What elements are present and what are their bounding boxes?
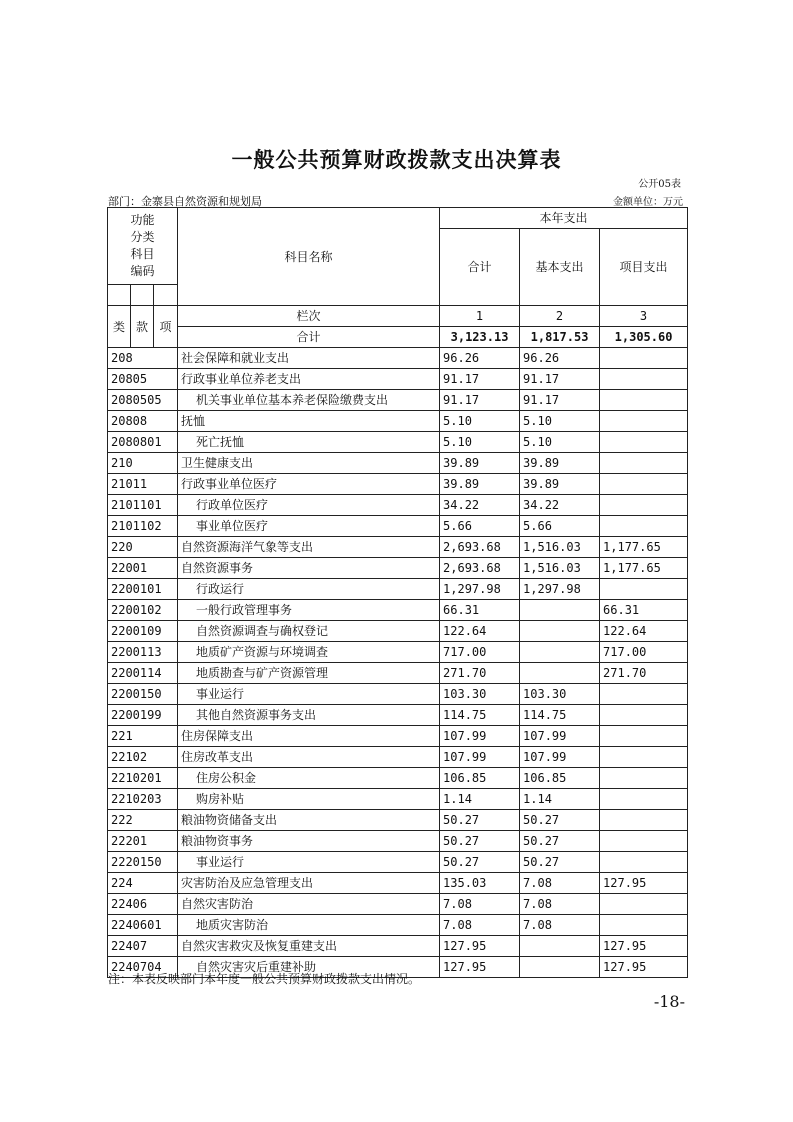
row-project bbox=[600, 495, 688, 516]
row-project bbox=[600, 726, 688, 747]
row-subject-name: 行政事业单位养老支出 bbox=[178, 369, 440, 390]
row-basic: 96.26 bbox=[520, 348, 600, 369]
row-total: 717.00 bbox=[440, 642, 520, 663]
row-code: 20805 bbox=[108, 369, 178, 390]
row-code: 224 bbox=[108, 873, 178, 894]
row-total: 271.70 bbox=[440, 663, 520, 684]
row-project: 127.95 bbox=[600, 957, 688, 978]
total-row-project: 1,305.60 bbox=[600, 327, 688, 348]
table-row bbox=[108, 558, 688, 579]
department-label: 部门：金寨县自然资源和规划局 bbox=[108, 195, 262, 208]
row-basic: 5.66 bbox=[520, 516, 600, 537]
table-row bbox=[108, 369, 688, 390]
row-total: 7.08 bbox=[440, 894, 520, 915]
row-project bbox=[600, 915, 688, 936]
row-project bbox=[600, 453, 688, 474]
row-basic: 34.22 bbox=[520, 495, 600, 516]
table-row bbox=[108, 432, 688, 453]
table-row bbox=[108, 390, 688, 411]
row-subject-name: 灾害防治及应急管理支出 bbox=[178, 873, 440, 894]
row-code: 2240704 bbox=[108, 957, 178, 978]
row-total: 107.99 bbox=[440, 726, 520, 747]
header-col-no: 栏次 bbox=[178, 306, 440, 327]
row-basic: 50.27 bbox=[520, 831, 600, 852]
row-project bbox=[600, 369, 688, 390]
table-row bbox=[108, 768, 688, 789]
page-title: 一般公共预算财政拨款支出决算表 bbox=[231, 148, 562, 172]
header-spacer-2 bbox=[131, 285, 154, 306]
row-basic: 7.08 bbox=[520, 894, 600, 915]
row-subject-name: 事业运行 bbox=[178, 852, 440, 873]
row-subject-name: 住房改革支出 bbox=[178, 747, 440, 768]
row-code: 2200150 bbox=[108, 684, 178, 705]
header-col3: 3 bbox=[600, 306, 688, 327]
row-code: 2210203 bbox=[108, 789, 178, 810]
row-subject-name: 卫生健康支出 bbox=[178, 453, 440, 474]
row-basic bbox=[520, 642, 600, 663]
row-total: 2,693.68 bbox=[440, 558, 520, 579]
row-code: 2220150 bbox=[108, 852, 178, 873]
row-total: 7.08 bbox=[440, 915, 520, 936]
row-total: 2,693.68 bbox=[440, 537, 520, 558]
row-basic bbox=[520, 663, 600, 684]
table-row bbox=[108, 537, 688, 558]
header-basic: 基本支出 bbox=[520, 229, 600, 306]
table-header bbox=[108, 208, 688, 348]
page-number: -18- bbox=[653, 992, 685, 1011]
row-total: 135.03 bbox=[440, 873, 520, 894]
row-project bbox=[600, 852, 688, 873]
row-project: 1,177.65 bbox=[600, 558, 688, 579]
row-basic: 39.89 bbox=[520, 474, 600, 495]
row-project bbox=[600, 579, 688, 600]
table-row bbox=[108, 894, 688, 915]
row-code: 2200102 bbox=[108, 600, 178, 621]
row-code: 2200199 bbox=[108, 705, 178, 726]
row-total: 103.30 bbox=[440, 684, 520, 705]
row-project bbox=[600, 789, 688, 810]
row-total: 50.27 bbox=[440, 831, 520, 852]
row-code: 22102 bbox=[108, 747, 178, 768]
row-basic bbox=[520, 936, 600, 957]
row-project bbox=[600, 684, 688, 705]
row-subject-name: 事业单位医疗 bbox=[178, 516, 440, 537]
row-basic bbox=[520, 600, 600, 621]
row-project bbox=[600, 747, 688, 768]
header-total: 合计 bbox=[440, 229, 520, 306]
row-basic: 1.14 bbox=[520, 789, 600, 810]
row-subject-name: 行政单位医疗 bbox=[178, 495, 440, 516]
row-subject-name: 自然灾害灾后重建补助 bbox=[178, 957, 440, 978]
row-project bbox=[600, 390, 688, 411]
row-subject-name: 住房保障支出 bbox=[178, 726, 440, 747]
header-project: 项目支出 bbox=[600, 229, 688, 306]
header-spacer-3 bbox=[154, 285, 178, 306]
row-basic: 114.75 bbox=[520, 705, 600, 726]
row-basic: 107.99 bbox=[520, 747, 600, 768]
row-total: 5.10 bbox=[440, 432, 520, 453]
row-code: 2200109 bbox=[108, 621, 178, 642]
row-project bbox=[600, 894, 688, 915]
row-project bbox=[600, 516, 688, 537]
table-row bbox=[108, 747, 688, 768]
header-kuan: 款 bbox=[131, 306, 154, 348]
table-row bbox=[108, 474, 688, 495]
row-total: 50.27 bbox=[440, 810, 520, 831]
table-row bbox=[108, 495, 688, 516]
row-subject-name: 粮油物资储备支出 bbox=[178, 810, 440, 831]
table-body bbox=[108, 348, 688, 978]
row-total: 50.27 bbox=[440, 852, 520, 873]
row-basic bbox=[520, 621, 600, 642]
row-total: 107.99 bbox=[440, 747, 520, 768]
table-row bbox=[108, 936, 688, 957]
row-code: 2080505 bbox=[108, 390, 178, 411]
table-note: 注：本表反映部门本年度一般公共预算财政拨款支出情况。 bbox=[108, 972, 421, 986]
table-row bbox=[108, 810, 688, 831]
row-code: 2200113 bbox=[108, 642, 178, 663]
header-col2: 2 bbox=[520, 306, 600, 327]
total-row-total: 3,123.13 bbox=[440, 327, 520, 348]
row-basic: 7.08 bbox=[520, 915, 600, 936]
header-subject-name: 科目名称 bbox=[178, 208, 440, 306]
table-row bbox=[108, 621, 688, 642]
row-project: 1,177.65 bbox=[600, 537, 688, 558]
row-subject-name: 自然资源海洋气象等支出 bbox=[178, 537, 440, 558]
row-code: 2101102 bbox=[108, 516, 178, 537]
row-basic: 7.08 bbox=[520, 873, 600, 894]
row-total: 5.66 bbox=[440, 516, 520, 537]
row-subject-name: 粮油物资事务 bbox=[178, 831, 440, 852]
row-project: 122.64 bbox=[600, 621, 688, 642]
row-subject-name: 地质灾害防治 bbox=[178, 915, 440, 936]
row-basic: 50.27 bbox=[520, 810, 600, 831]
row-subject-name: 地质勘查与矿产资源管理 bbox=[178, 663, 440, 684]
row-project: 271.70 bbox=[600, 663, 688, 684]
header-xiang: 项 bbox=[154, 306, 178, 348]
row-subject-name: 抚恤 bbox=[178, 411, 440, 432]
table-row bbox=[108, 789, 688, 810]
row-code: 210 bbox=[108, 453, 178, 474]
table-row bbox=[108, 453, 688, 474]
table-row bbox=[108, 705, 688, 726]
row-code: 2080801 bbox=[108, 432, 178, 453]
row-project bbox=[600, 411, 688, 432]
row-project bbox=[600, 768, 688, 789]
row-code: 2200114 bbox=[108, 663, 178, 684]
row-basic: 1,516.03 bbox=[520, 537, 600, 558]
row-code: 21011 bbox=[108, 474, 178, 495]
row-subject-name: 行政运行 bbox=[178, 579, 440, 600]
row-total: 91.17 bbox=[440, 369, 520, 390]
row-code: 208 bbox=[108, 348, 178, 369]
row-total: 5.10 bbox=[440, 411, 520, 432]
table-row bbox=[108, 726, 688, 747]
row-project: 66.31 bbox=[600, 600, 688, 621]
row-basic: 50.27 bbox=[520, 852, 600, 873]
row-project bbox=[600, 432, 688, 453]
row-subject-name: 其他自然资源事务支出 bbox=[178, 705, 440, 726]
table-row bbox=[108, 831, 688, 852]
row-project: 717.00 bbox=[600, 642, 688, 663]
row-project bbox=[600, 348, 688, 369]
row-basic: 107.99 bbox=[520, 726, 600, 747]
table-row bbox=[108, 600, 688, 621]
row-basic bbox=[520, 957, 600, 978]
row-total: 34.22 bbox=[440, 495, 520, 516]
row-total: 106.85 bbox=[440, 768, 520, 789]
row-code: 22406 bbox=[108, 894, 178, 915]
row-total: 1.14 bbox=[440, 789, 520, 810]
row-total: 66.31 bbox=[440, 600, 520, 621]
row-code: 2200101 bbox=[108, 579, 178, 600]
table-row bbox=[108, 873, 688, 894]
row-total: 39.89 bbox=[440, 474, 520, 495]
row-subject-name: 自然灾害防治 bbox=[178, 894, 440, 915]
row-subject-name: 自然资源调查与确权登记 bbox=[178, 621, 440, 642]
row-code: 22001 bbox=[108, 558, 178, 579]
table-code: 公开05表 bbox=[638, 179, 681, 190]
row-basic: 1,516.03 bbox=[520, 558, 600, 579]
row-code: 22201 bbox=[108, 831, 178, 852]
row-code: 2101101 bbox=[108, 495, 178, 516]
row-total: 96.26 bbox=[440, 348, 520, 369]
table-row bbox=[108, 579, 688, 600]
row-code: 221 bbox=[108, 726, 178, 747]
header-this-year: 本年支出 bbox=[440, 208, 688, 229]
header-spacer-1 bbox=[108, 285, 131, 306]
table-row bbox=[108, 684, 688, 705]
row-total: 122.64 bbox=[440, 621, 520, 642]
row-subject-name: 行政事业单位医疗 bbox=[178, 474, 440, 495]
row-subject-name: 事业运行 bbox=[178, 684, 440, 705]
table-row bbox=[108, 915, 688, 936]
row-total: 39.89 bbox=[440, 453, 520, 474]
total-row-label: 合计 bbox=[178, 327, 440, 348]
row-code: 2210201 bbox=[108, 768, 178, 789]
row-basic: 103.30 bbox=[520, 684, 600, 705]
unit-label: 金额单位：万元 bbox=[613, 197, 683, 208]
header-lei: 类 bbox=[108, 306, 131, 348]
row-subject-name: 一般行政管理事务 bbox=[178, 600, 440, 621]
row-project bbox=[600, 705, 688, 726]
header-func-code: 功能分类科目编码 bbox=[108, 208, 178, 285]
row-code: 220 bbox=[108, 537, 178, 558]
row-code: 2240601 bbox=[108, 915, 178, 936]
table-row bbox=[108, 411, 688, 432]
row-project bbox=[600, 810, 688, 831]
row-subject-name: 购房补贴 bbox=[178, 789, 440, 810]
row-project: 127.95 bbox=[600, 873, 688, 894]
row-total: 91.17 bbox=[440, 390, 520, 411]
total-row-basic: 1,817.53 bbox=[520, 327, 600, 348]
table-row bbox=[108, 348, 688, 369]
row-subject-name: 地质矿产资源与环境调查 bbox=[178, 642, 440, 663]
row-subject-name: 住房公积金 bbox=[178, 768, 440, 789]
row-subject-name: 机关事业单位基本养老保险缴费支出 bbox=[178, 390, 440, 411]
table-row bbox=[108, 852, 688, 873]
row-basic: 5.10 bbox=[520, 432, 600, 453]
row-code: 20808 bbox=[108, 411, 178, 432]
row-subject-name: 自然灾害救灾及恢复重建支出 bbox=[178, 936, 440, 957]
table-row bbox=[108, 516, 688, 537]
row-basic: 5.10 bbox=[520, 411, 600, 432]
row-basic: 39.89 bbox=[520, 453, 600, 474]
expenditure-table bbox=[107, 207, 688, 978]
row-total: 127.95 bbox=[440, 936, 520, 957]
row-code: 22407 bbox=[108, 936, 178, 957]
row-subject-name: 死亡抚恤 bbox=[178, 432, 440, 453]
row-project bbox=[600, 474, 688, 495]
row-basic: 91.17 bbox=[520, 390, 600, 411]
table-row bbox=[108, 663, 688, 684]
row-total: 1,297.98 bbox=[440, 579, 520, 600]
row-basic: 106.85 bbox=[520, 768, 600, 789]
row-code: 222 bbox=[108, 810, 178, 831]
table-row bbox=[108, 642, 688, 663]
row-basic: 1,297.98 bbox=[520, 579, 600, 600]
header-col1: 1 bbox=[440, 306, 520, 327]
row-total: 114.75 bbox=[440, 705, 520, 726]
row-basic: 91.17 bbox=[520, 369, 600, 390]
row-subject-name: 社会保障和就业支出 bbox=[178, 348, 440, 369]
row-total: 127.95 bbox=[440, 957, 520, 978]
row-project: 127.95 bbox=[600, 936, 688, 957]
row-subject-name: 自然资源事务 bbox=[178, 558, 440, 579]
row-project bbox=[600, 831, 688, 852]
